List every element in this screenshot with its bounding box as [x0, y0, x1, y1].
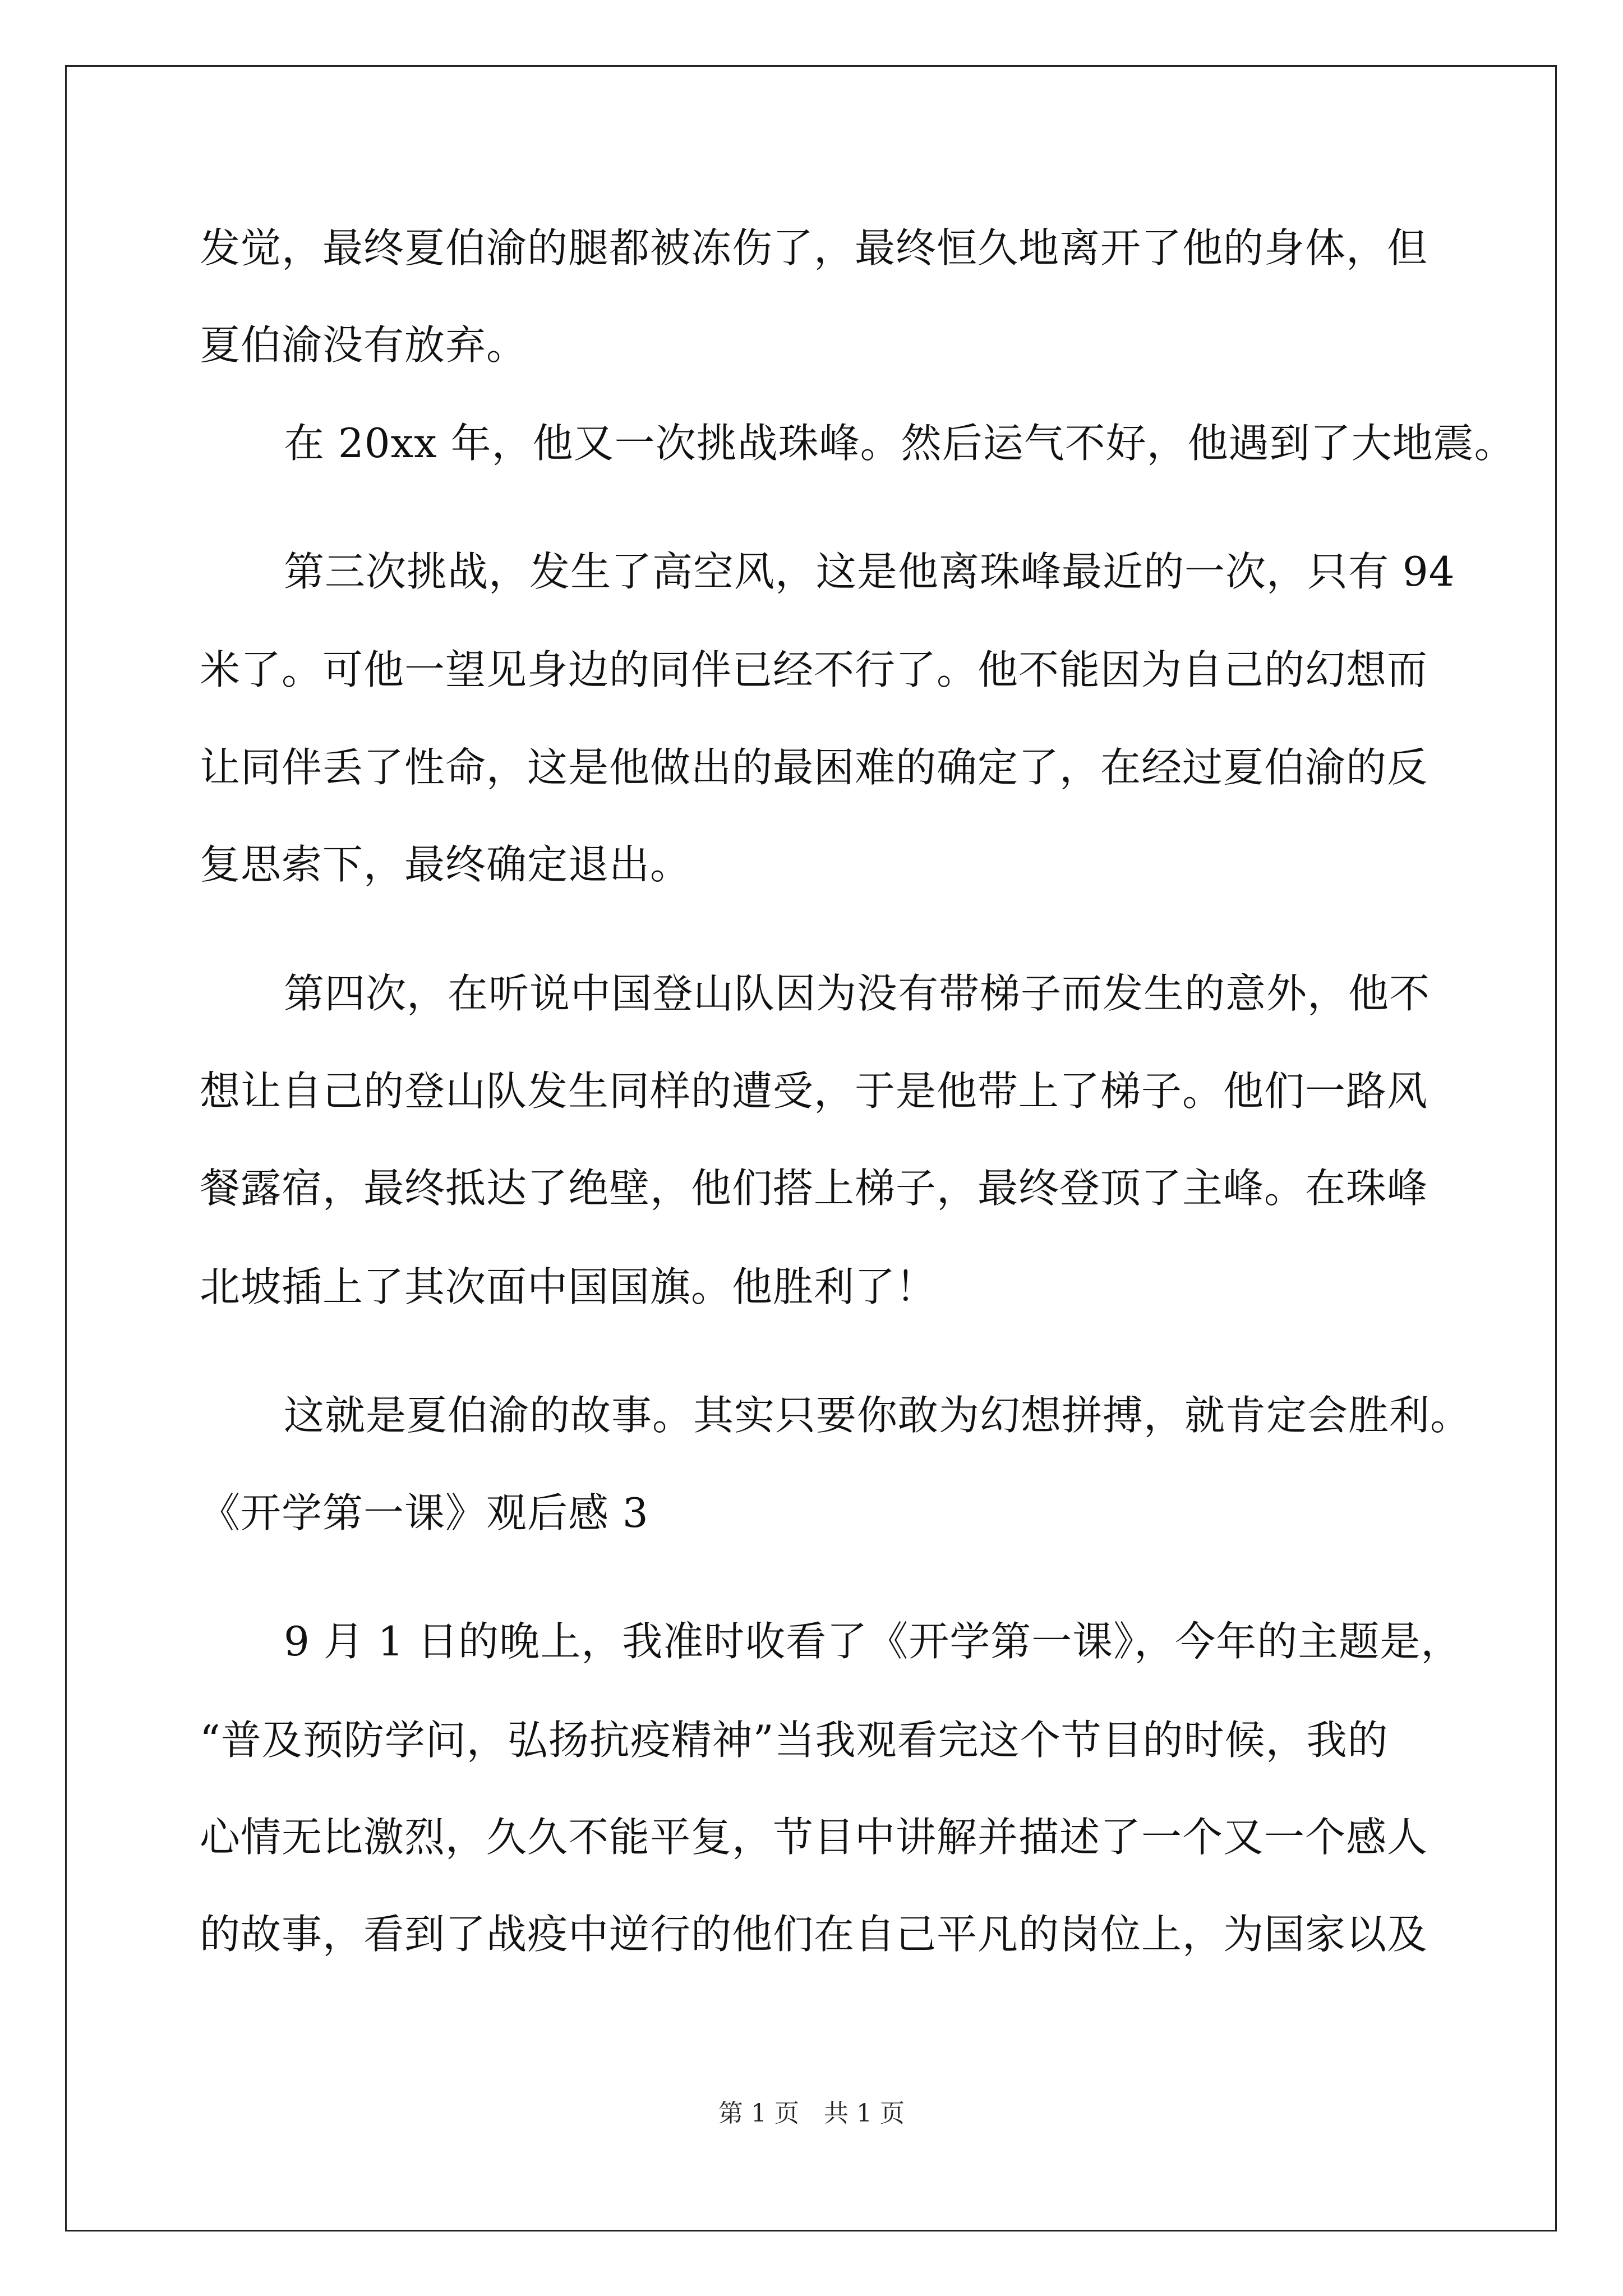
- paragraph-line: 复思索下，最终确定退出。: [200, 841, 691, 888]
- paragraph-line: 9 月 1 日的晚上，我准时收看了《开学第一课》，今年的主题是，: [284, 1618, 1462, 1665]
- paragraph-line: 发觉，最终夏伯渝的腿都被冻伤了，最终恒久地离开了他的身体，但: [200, 224, 1428, 272]
- paragraph-line: 心情无比激烈，久久不能平复，节目中讲解并描述了一个又一个感人: [200, 1814, 1428, 1861]
- paragraph-line: 北坡插上了其次面中国国旗。他胜利了！: [200, 1263, 937, 1310]
- page-number-footer: 第 1 页 共 1 页: [718, 2099, 905, 2128]
- paragraph-line: 这就是夏伯渝的故事。其实只要你敢为幻想拼搏，就肯定会胜利。: [284, 1392, 1472, 1439]
- paragraph-line: 想让自己的登山队发生同样的遭受，于是他带上了梯子。他们一路风: [200, 1068, 1428, 1115]
- paragraph-line: 夏伯渝没有放弃。: [200, 321, 528, 369]
- section-heading: 《开学第一课》观后感 3: [200, 1489, 649, 1536]
- paragraph-line: 第三次挑战，发生了高空风，这是他离珠峰最近的一次，只有 94: [284, 548, 1455, 595]
- paragraph-line: 第四次，在听说中国登山队因为没有带梯子而发生的意外，他不: [284, 970, 1431, 1017]
- paragraph-line: “普及预防学问，弘扬抗疫精神”当我观看完这个节目的时候，我的: [200, 1717, 1389, 1764]
- paragraph-line: 让同伴丢了性命，这是他做出的最困难的确定了，在经过夏伯渝的反: [200, 744, 1428, 791]
- paragraph-line: 餐露宿，最终抵达了绝壁，他们搭上梯子，最终登顶了主峰。在珠峰: [200, 1165, 1428, 1212]
- paragraph-line: 的故事，看到了战疫中逆行的他们在自己平凡的岗位上，为国家以及: [200, 1911, 1428, 1958]
- paragraph-line: 在 20xx 年，他又一次挑战珠峰。然后运气不好，他遇到了大地震。: [284, 420, 1515, 467]
- paragraph-line: 米了。可他一望见身边的同伴已经不行了。他不能因为自己的幻想而: [200, 646, 1428, 693]
